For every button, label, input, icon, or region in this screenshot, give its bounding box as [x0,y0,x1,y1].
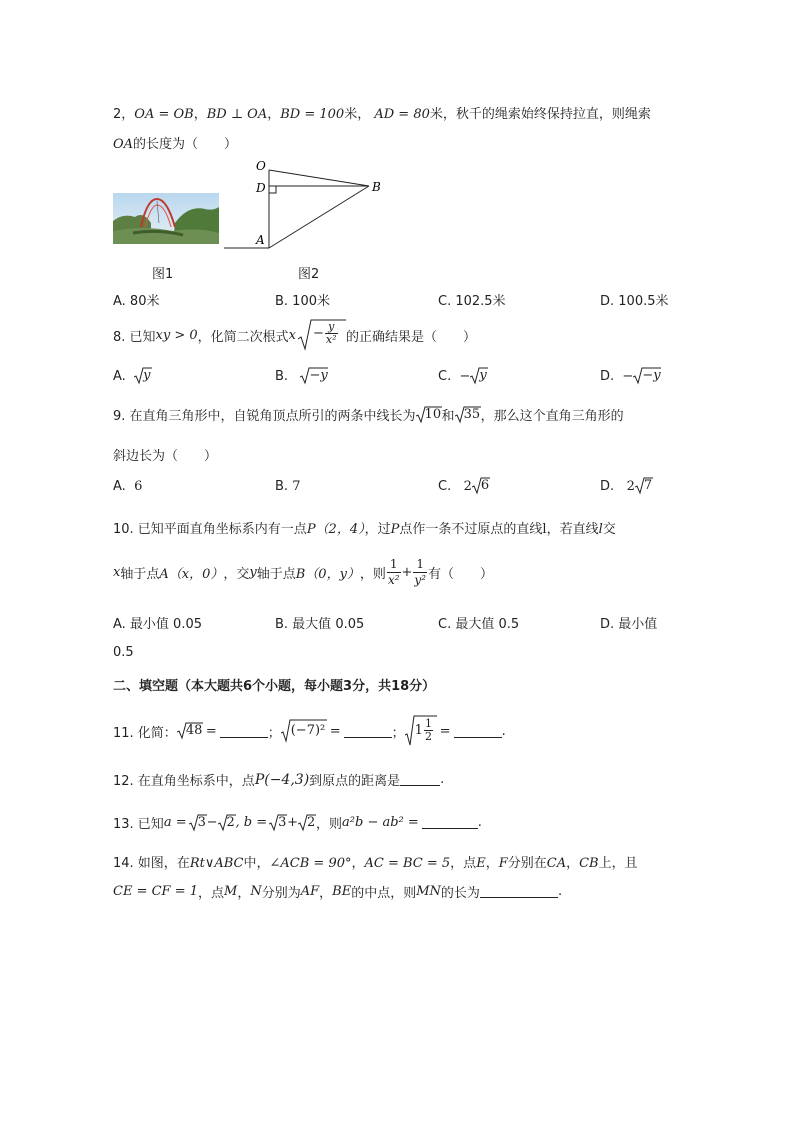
q8-option-d [600,367,661,385]
q9-radicand-1: 10 [424,406,442,422]
q14-text-2c: ， [237,886,251,901]
q7-line1: 2，OA = OB，BD ⊥ OA，BD = 100米， AD = 80米，秋千的绳索始终保持拉直，则绳索 [113,107,651,122]
q14-text-2f: 的中点，则 [351,886,417,901]
q10-fraction-2 [413,557,427,588]
q12-line [113,770,444,789]
q14-text-1f: 上，且 [598,856,638,871]
q13-radical-3 [269,814,287,832]
q14-text-1d: ，点 [450,856,477,871]
q14-sep: ， [566,856,580,871]
q8-option-c [438,367,488,385]
q9-c-radicand: 6 [480,478,490,493]
q13-radical-1 [189,814,207,832]
q9-option-c [438,477,490,495]
q14-point-e: E [476,856,486,871]
q10-text-1e: 交 [602,522,616,537]
q14-equal-sides: AC = BC = 5 [364,856,451,871]
q8-c-radicand: y [479,368,487,383]
q14-blank[interactable] [480,885,558,898]
q10-text-2b: ，交 [223,566,250,582]
q11-radical-1 [177,722,203,740]
q8-denominator: x² [325,333,337,346]
swing-diagram [222,155,392,255]
q14-comma: ， [485,856,499,871]
q13-expression: a²b − ab² = [342,815,419,830]
q8-d-sign: − [622,368,634,384]
q11-line [113,714,506,748]
q10-line2 [113,552,493,592]
q8-prefix: 8. 已知 [113,329,156,345]
q14-side-cb: CB [579,856,599,871]
section-2-heading: 二、填空题（本大题共6个小题，每小题3分，共18分） [113,679,436,694]
q14-text-1a: 14. 如图，在 [113,856,190,871]
q8-condition: xy > 0 [155,327,198,343]
fig2-caption: 图2 [298,267,320,282]
q10-point-b: B（0，y） [295,566,360,582]
q10-text-2c: 轴于点 [256,566,296,582]
q11-sep-2: ； [391,725,405,741]
q9-line1 [113,405,624,424]
q7-option-b: B. 100米 [275,294,330,309]
q10-text-2d: ，则 [359,566,386,582]
q14-point-f: F [498,856,508,871]
q12-suffix: 到原点的距离是 [309,774,401,789]
q9-d-letter: D. [600,478,615,494]
q11-equals-1: = [205,723,217,739]
q8-c-radical [470,367,488,385]
q8-d-letter: D. [600,368,615,384]
q10-option-b: B. 最大值 0.05 [275,617,365,632]
q7-text1: 米，秋千的绳索始终保持拉直，则绳索 [429,107,651,122]
q10-option-d-wrap: 0.5 [113,645,134,660]
q7-option-c: C. 102.5米 [438,294,506,309]
q8-c-letter: C. [438,368,452,384]
q10-text-1c: 点作一条不过原点的直线 [399,522,543,537]
q14-text-2d: 分别为 [261,886,301,901]
q7-eq4: AD = 80 [374,107,430,122]
q10-fraction-1 [387,557,401,588]
q8-b-radicand: −y [309,368,328,383]
q8-c-sign: − [459,368,471,384]
q8-stem [113,318,476,352]
q9-radical-1 [416,406,442,424]
q8-a-letter: A. [113,368,126,384]
q8-x: x [288,327,297,343]
q14-text-2e: ， [319,886,333,901]
q11-mixed-int: 1 [414,723,423,738]
q8-a-radicand: y [143,368,151,383]
q9-c-coef: 2 [463,478,472,494]
q7-eq1: OA = OB [134,107,194,122]
q9-d-coef: 2 [626,478,635,494]
q9-d-radicand: 7 [643,478,653,493]
q12-blank[interactable] [400,773,440,786]
q8-d-radicand: −y [642,368,661,383]
q9-b-letter: B. [275,479,289,494]
q7-line2 [113,133,237,152]
q8-numerator: y [325,321,338,334]
q13-minus: − [206,815,218,830]
q10-line1 [113,518,616,537]
q11-equals-3: = [439,723,451,739]
q8-b-letter: B. [275,368,289,384]
q10-option-a: A. 最小值 0.05 [113,617,203,632]
q9-option-b [275,479,300,494]
q10-frac2-num: 1 [413,557,427,573]
q8-radical [298,319,346,351]
q13-b: , b = [235,815,268,830]
q14-segment-af: AF [300,884,320,899]
q9-a-value: 6 [134,479,143,494]
q10-line-l: l [542,522,547,537]
q11-mixed-den: 2 [424,730,432,743]
fig1-caption: 图1 [152,267,174,282]
q10-point-p: P（2，4） [306,522,365,537]
q14-end: . [557,884,563,899]
q8-mid: ，化简二次根式 [197,329,289,345]
q14-text-2g: 的长为 [440,886,480,901]
q11-prefix: 11. 化简： [113,725,177,741]
q14-text-2b: ，点 [198,886,225,901]
q8-option-b [275,367,328,385]
q10-option-c: C. 最大值 0.5 [438,617,520,632]
q8-b-radical [300,367,328,385]
q9-a-letter: A. [113,479,126,494]
q13-a: a = [163,815,187,830]
q14-segment-mn: MN [416,884,441,899]
q11-mixed-num: 1 [424,717,432,730]
q10-frac1-num: 1 [387,557,401,573]
q9-d-radical [635,477,653,495]
q7-unit: 米， [344,107,371,122]
q13-radical-4 [298,814,316,832]
q8-minus: − [313,326,324,341]
q14-point-n: N [250,884,262,899]
q14-text-1b: 中， [243,856,270,871]
q7-var: OA [113,137,134,152]
q14-text-1e: 分别在 [507,856,547,871]
q14-text-1c: ， [351,856,365,871]
q14-line1 [113,852,638,871]
q14-segment-be: BE [332,884,352,899]
q10-x: x [113,564,121,580]
q12-end: . [440,772,445,787]
q10-plus: + [401,564,413,580]
q10-point-a: A（x，0） [159,566,224,582]
q13-end: . [477,815,482,830]
q9-b-value: 7 [292,479,301,494]
q11-blank-1[interactable] [220,725,268,738]
q11-equals-2: = [329,723,341,739]
q11-radical-2 [281,719,327,743]
q9-radical-2 [455,406,481,424]
q11-blank-2[interactable] [344,725,392,738]
q9-and: 和 [441,409,455,424]
q7-eq3: BD = 100 [280,107,345,122]
q9-prefix: 9. 在直角三角形中，自锐角顶点所引的两条中线长为 [113,409,416,424]
q7-number: 2， [113,107,135,122]
q10-text-2e: 有（ ） [428,566,494,582]
q7-text2: 的长度为（ ） [133,137,238,152]
label-A: A [256,233,265,247]
q8-option-a [113,367,152,385]
q10-frac1-den: x² [387,572,400,587]
q13-radicand-3: 3 [278,814,287,830]
q14-line2 [113,882,562,901]
label-O: O [256,159,266,173]
q11-radical-3 [405,715,437,747]
label-B: B [372,180,381,194]
q8-d-radical [633,367,661,385]
q13-blank[interactable] [422,816,478,829]
q14-side-ca: CA [546,856,567,871]
q14-ce-cf: CE = CF = 1 [113,884,198,899]
q12-prefix: 12. 在直角坐标系中，点 [113,774,255,789]
q10-text-2a: 轴于点 [120,566,160,582]
q8-a-radical [134,367,152,385]
q10-text-1b: ，过 [364,522,391,537]
q13-radical-2 [218,814,236,832]
q13-plus: + [287,815,299,830]
swing-photo [113,193,219,244]
q11-end: . [501,723,506,739]
q10-line-l2: l [598,522,603,537]
q11-radicand-1: 48 [185,723,203,738]
q14-angle: ∠ACB = 90° [269,856,352,871]
label-D: D [256,181,266,195]
q10-frac2-den: y² [414,572,427,587]
q10-text-1d: ，若直线 [546,522,599,537]
q7-option-d: D. 100.5米 [600,294,669,309]
q11-blank-3[interactable] [454,725,502,738]
q8-suffix: 的正确结果是（ ） [346,329,477,345]
q10-option-d: D. 最小值 [600,617,658,632]
q13-prefix: 13. 已知 [113,817,164,832]
q9-option-d [600,477,653,495]
q13-radicand-2: 2 [226,814,235,830]
q10-p: P [390,522,400,537]
q11-sep-1: ； [267,725,281,741]
q7-eq2: BD ⊥ OA [206,107,268,122]
q9-line2: 斜边长为（ ） [113,449,218,464]
q10-y: y [249,564,257,580]
q14-point-m: M [224,884,238,899]
q14-triangle: Rt∨ABC [189,856,244,871]
q9-option-a [113,479,142,494]
q9-c-radical [472,477,490,495]
q13-line [113,813,482,832]
q11-radicand-2: (−7)² [290,723,326,738]
q9-radicand-2: 35 [463,406,481,422]
q9-c-letter: C. [438,478,452,494]
q9-suffix: ，那么这个直角三角形的 [480,409,624,424]
q13-radicand-1: 3 [197,814,206,830]
q12-point: P(−4,3) [254,771,310,788]
q13-radicand-4: 2 [307,814,316,830]
q10-text-1a: 10. 已知平面直角坐标系内有一点 [113,522,307,537]
q7-option-a: A. 80米 [113,294,160,309]
q13-then: ，则 [316,817,343,832]
